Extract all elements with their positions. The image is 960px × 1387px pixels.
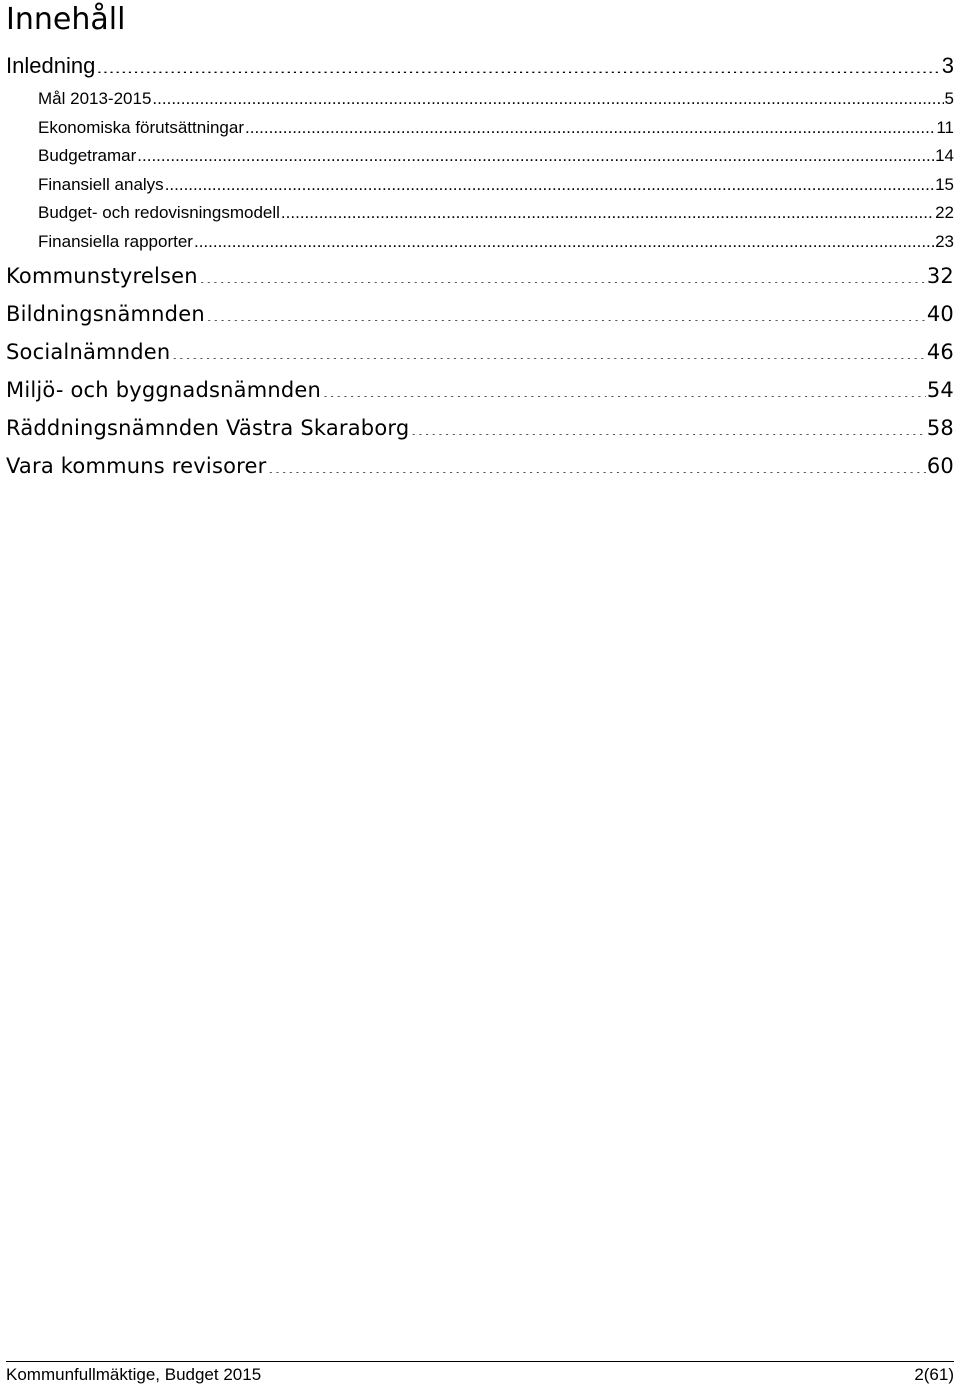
toc-entry-label: Ekonomiska förutsättningar	[38, 117, 244, 137]
toc-entry-finansiella-rapporter[interactable]	[0, 228, 960, 257]
page-footer	[6, 1364, 954, 1386]
page-title: Innehåll	[6, 2, 126, 37]
toc-entry-label: Mål 2013-2015	[38, 89, 152, 108]
toc-entry-socialnamnden[interactable]	[0, 333, 960, 371]
toc-entry-page: 58	[926, 415, 954, 440]
toc-entry-page: 23	[935, 231, 954, 251]
dot-leader	[96, 51, 940, 73]
dot-leader	[322, 376, 926, 397]
dot-leader	[165, 173, 934, 190]
toc-entry-kommunstyrelsen[interactable]	[0, 257, 960, 295]
toc-entry-page: 3	[941, 53, 954, 78]
table-of-contents	[0, 47, 960, 485]
toc-entry-ekonomiska-forutsattningar[interactable]	[0, 114, 960, 143]
toc-entry-finansiell-analys[interactable]	[0, 171, 960, 200]
toc-entry-mal[interactable]	[0, 85, 960, 114]
toc-entry-vara-kommuns-revisorer[interactable]	[0, 447, 960, 485]
toc-entry-page: 11	[936, 117, 954, 137]
dot-leader	[410, 414, 925, 435]
toc-entry-label: Inledning	[6, 53, 96, 78]
toc-entry-page: 14	[935, 146, 954, 166]
toc-entry-label: Finansiella rapporter	[38, 231, 193, 251]
toc-entry-page: 32	[926, 263, 954, 288]
toc-entry-label: Finansiell analys	[38, 174, 164, 194]
toc-entry-raddningsnamnden[interactable]	[0, 409, 960, 447]
footer-page-number: 2(61)	[914, 1365, 954, 1384]
toc-entry-budget-och-redovisningsmodell[interactable]	[0, 199, 960, 228]
toc-entry-budgetramar[interactable]	[0, 142, 960, 171]
dot-leader	[281, 201, 934, 218]
toc-entry-page: 60	[926, 453, 954, 478]
dot-leader	[137, 144, 934, 161]
toc-entry-page: 40	[926, 301, 954, 326]
toc-entry-label: Kommunstyrelsen	[6, 263, 198, 288]
toc-entry-label: Räddningsnämnden Västra Skaraborg	[6, 415, 410, 440]
toc-entry-page: 22	[935, 203, 954, 223]
toc-entry-label: Bildningsnämnden	[6, 301, 205, 326]
toc-entry-inledning[interactable]	[0, 47, 960, 85]
toc-entry-label: Budget- och redovisningsmodell	[38, 203, 280, 223]
toc-entry-label: Socialnämnden	[6, 339, 171, 364]
toc-entry-page: 46	[926, 339, 954, 364]
dot-leader	[245, 116, 935, 133]
toc-entry-label: Budgetramar	[38, 146, 137, 166]
toc-entry-page: 5	[944, 89, 954, 108]
toc-entry-label: Miljö- och byggnadsnämnden	[6, 377, 322, 402]
dot-leader	[199, 262, 926, 283]
dot-leader	[206, 300, 926, 321]
toc-entry-page: 54	[926, 377, 954, 402]
footer-divider	[6, 1361, 954, 1362]
toc-entry-page: 15	[935, 174, 954, 194]
dot-leader	[267, 452, 925, 473]
dot-leader	[152, 87, 943, 104]
dot-leader	[194, 230, 934, 247]
toc-entry-miljo-och-byggnadsnamnden[interactable]	[0, 371, 960, 409]
dot-leader	[171, 338, 926, 359]
footer-document-title: Kommunfullmäktige, Budget 2015	[6, 1365, 262, 1384]
toc-entry-label: Vara kommuns revisorer	[6, 453, 267, 478]
toc-entry-bildningsnamnden[interactable]	[0, 295, 960, 333]
